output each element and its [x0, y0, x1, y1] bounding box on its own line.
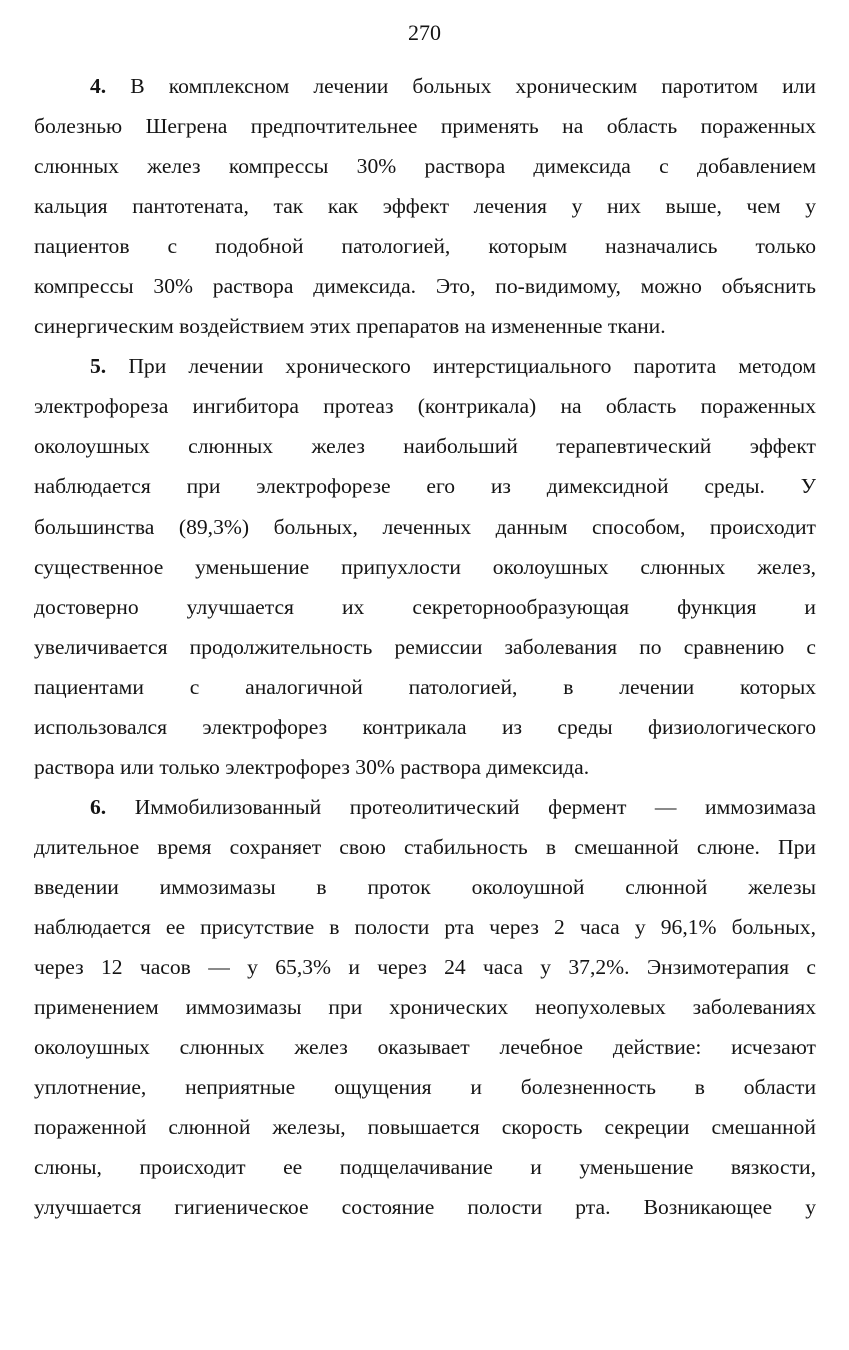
text-line: раствора или только электрофорез 30% раствора димексида.	[34, 754, 590, 779]
paragraph-6	[34, 787, 816, 1228]
paragraph-number: 6.	[90, 794, 107, 819]
text-line: околоушных слюнных желез оказывает лечебное действие: исчезают	[34, 1035, 816, 1060]
paragraph-number: 5.	[90, 354, 107, 379]
text-line: улучшается гигиеническое состояние полости рта. Возникающее у	[34, 1195, 816, 1220]
text-line: существенное уменьшение припухлости околоушных слюнных желез,	[34, 554, 816, 579]
page-number: 270	[408, 20, 441, 45]
body-text	[34, 66, 816, 1227]
paragraph-4	[34, 66, 816, 346]
text-line: пациентами с аналогичной патологией, в лечении которых	[34, 674, 816, 699]
paragraph-5	[34, 346, 816, 787]
text-line: слюны, происходит ее подщелачивание и уменьшение вязкости,	[34, 1155, 816, 1180]
text-line: через 12 часов — у 65,3% и через 24 часа у 37,2%. Энзимотерапия с	[34, 955, 816, 980]
text-line: слюнных желез компрессы 30% раствора димексида с добавлением	[34, 154, 816, 179]
text-line: введении иммозимазы в проток околоушной слюнной железы	[34, 874, 816, 899]
text-line: электрофореза ингибитора протеаз (контрикала) на область пораженных	[34, 394, 816, 419]
text-line: 4. В комплексном лечении больных хроническим паротитом или	[90, 74, 816, 98]
text-line: наблюдается при электрофорезе его из димексидной среды. У	[34, 474, 816, 499]
text-line: достоверно улучшается их секреторнообразующая функция и	[34, 594, 816, 619]
text-line: пораженной слюнной железы, повышается скорость секреции смешанной	[34, 1115, 816, 1140]
text-line: большинства (89,3%) больных, леченных данным способом, происходит	[34, 514, 816, 539]
text-line: околоушных слюнных желез наибольший терапевтический эффект	[34, 434, 816, 459]
text-line: компрессы 30% раствора димексида. Это, по-видимому, можно объяснить	[34, 274, 816, 299]
text-line: кальция пантотената, так как эффект лечения у них выше, чем у	[34, 194, 816, 219]
text-line: использовался электрофорез контрикала из среды физиологического	[34, 714, 816, 739]
text-line: применением иммозимазы при хронических неопухолевых заболеваниях	[34, 995, 816, 1020]
text-line: 5. При лечении хронического интерстициального паротита методом	[90, 354, 816, 379]
text-line: длительное время сохраняет свою стабильность в смешанной слюне. При	[34, 834, 816, 859]
text-line: увеличивается продолжительность ремиссии заболевания по сравнению с	[34, 634, 816, 659]
text-line: 6. Иммобилизованный протеолитический фермент — иммозимаза	[90, 794, 816, 819]
text-line: наблюдается ее присутствие в полости рта через 2 часа у 96,1% больных,	[34, 914, 816, 939]
text-line: пациентов с подобной патологией, которым назначались только	[34, 234, 816, 259]
text-line: болезнью Шегрена предпочтительнее применять на область пораженных	[34, 114, 816, 139]
paragraph-number: 4.	[90, 74, 107, 98]
text-line: уплотнение, неприятные ощущения и болезненность в области	[34, 1075, 816, 1100]
text-line: синергическим воздействием этих препаратов на измененные ткани.	[34, 314, 666, 339]
